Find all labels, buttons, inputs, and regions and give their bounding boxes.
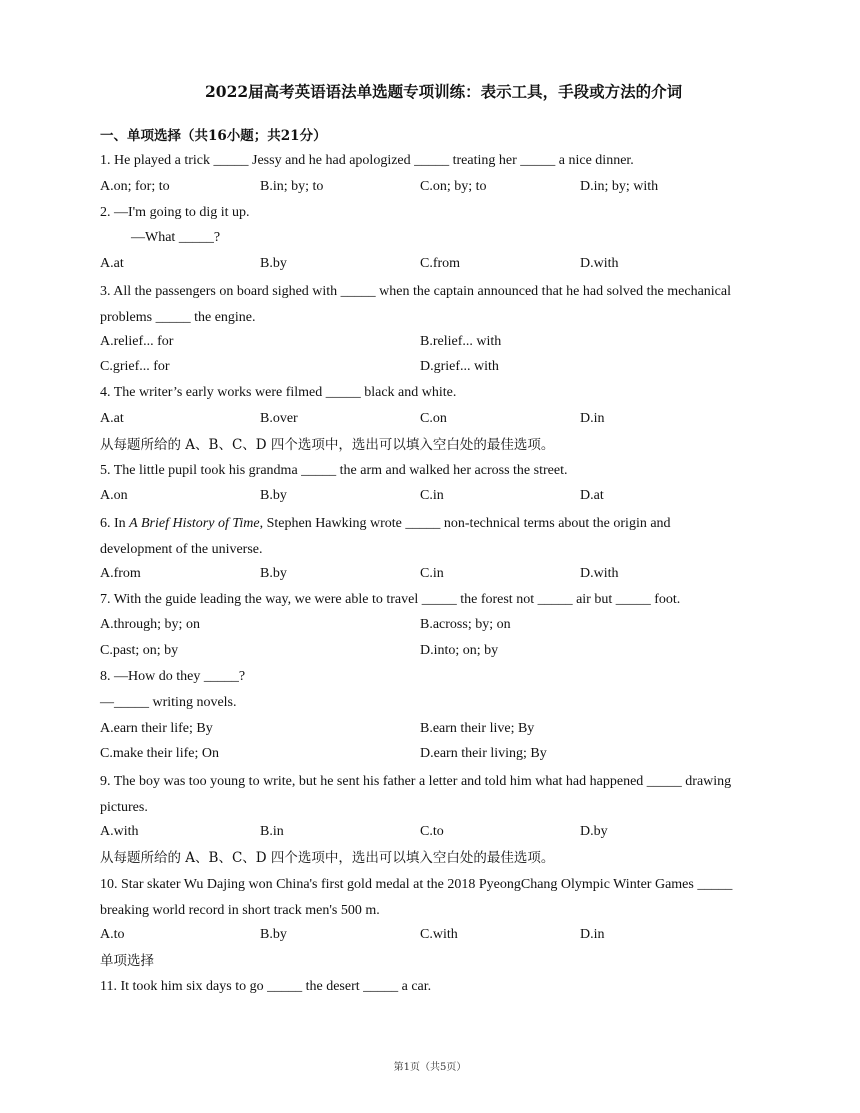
option-c: C.grief... for	[100, 359, 170, 375]
option-c: C.from	[420, 256, 461, 272]
option-d: D.in; by; with	[580, 178, 659, 194]
option-c: C.to	[420, 823, 444, 839]
section-heading: 一、单项选择（共16小题；共21分）	[100, 128, 327, 144]
option-a: A.earn their life; By	[100, 720, 213, 736]
page-title: 2022届高考英语语法单选题专项训练：表示工具，手段或方法的介词	[205, 82, 683, 101]
option-d: D.grief... with	[420, 359, 499, 375]
options-1	[100, 176, 740, 202]
question-5: 5. The little pupil took his grandma _____ the arm and walked her across the street.	[100, 462, 568, 478]
option-c: C.past; on; by	[100, 643, 179, 659]
option-c: C.on; by; to	[420, 178, 487, 194]
option-d: D.by	[580, 823, 608, 839]
question-6-rest: , Stephen Hawking wrote _____ non-technical terms about the origin and development of the universe.	[100, 516, 671, 557]
option-c: C.with	[420, 926, 458, 942]
option-b: B.by	[260, 256, 287, 272]
option-b: B.relief... with	[420, 333, 502, 349]
question-6-prefix: 6. In	[100, 516, 130, 532]
option-a: A.through; by; on	[100, 617, 200, 633]
option-b: B.over	[260, 410, 298, 426]
section-label: 单项选择	[100, 952, 154, 969]
option-a: A.at	[100, 256, 124, 272]
options-2	[100, 253, 740, 279]
options-5	[100, 485, 740, 511]
page-footer: 第1页（共5页）	[393, 1062, 467, 1073]
question-11: 11. It took him six days to go _____ the desert _____ a car.	[100, 978, 432, 994]
options-8-row1	[100, 718, 740, 744]
question-9: 9. The boy was too young to write, but he sent his father a letter and told him what had happened _____ drawing pictures.	[100, 774, 732, 815]
question-1: 1. He played a trick _____ Jessy and he had apologized _____ treating her _____ a nice dinner.	[100, 153, 634, 168]
question-10: 10. Star skater Wu Dajing won China's first gold medal at the 2018 PyeongChang Olympic Winter Games _____ breaking world record in short track men's 500 m.	[100, 877, 733, 919]
book-title: A Brief History of Time	[129, 516, 260, 532]
option-d: D.in	[580, 926, 605, 942]
option-b: B.earn their live; By	[420, 720, 535, 736]
option-b: B.by	[260, 488, 287, 504]
option-d: D.at	[580, 488, 604, 504]
question-2-reply: —What _____?	[131, 230, 221, 246]
option-b: B.by	[260, 926, 287, 942]
options-3-row2	[100, 356, 740, 382]
options-10	[100, 924, 740, 950]
option-a: A.from	[100, 565, 141, 581]
options-3-row1	[100, 331, 740, 357]
option-a: A.at	[100, 410, 124, 426]
option-a: A.on	[100, 488, 128, 504]
question-4: 4. The writer’s early works were filmed _____ black and white.	[100, 385, 457, 401]
option-d: D.in	[580, 410, 605, 426]
option-a: A.relief... for	[100, 333, 174, 349]
option-b: B.in; by; to	[260, 178, 324, 194]
options-4	[100, 408, 740, 434]
option-a: A.on; for; to	[100, 178, 170, 194]
instruction: 从每题所给的 A、B、C、D 四个选项中，选出可以填入空白处的最佳选项。	[100, 436, 555, 453]
question-8: 8. —How do they _____?	[100, 668, 246, 684]
question-2: 2. —I'm going to dig it up.	[100, 204, 250, 220]
question-7: 7. With the guide leading the way, we were able to travel _____ the forest not _____ air but _____ foot.	[100, 591, 681, 607]
option-b: B.across; by; on	[420, 617, 511, 633]
options-8-row2	[100, 743, 740, 769]
option-d: D.with	[580, 565, 619, 581]
option-c: C.in	[420, 488, 444, 504]
option-b: B.in	[260, 823, 284, 839]
question-6	[100, 511, 740, 563]
option-c: C.in	[420, 565, 444, 581]
option-d: D.into; on; by	[420, 643, 499, 659]
options-6	[100, 563, 740, 589]
question-8-reply: —_____ writing novels.	[100, 694, 237, 710]
options-7-row1	[100, 614, 740, 640]
option-d: D.earn their living; By	[420, 746, 547, 762]
option-a: A.with	[100, 823, 139, 839]
option-c: C.on	[420, 410, 447, 426]
instruction: 从每题所给的 A、B、C、D 四个选项中，选出可以填入空白处的最佳选项。	[100, 849, 555, 866]
options-9	[100, 821, 740, 847]
option-c: C.make their life; On	[100, 746, 219, 762]
option-a: A.to	[100, 926, 125, 942]
options-7-row2	[100, 640, 740, 666]
option-b: B.by	[260, 565, 287, 581]
question-list	[100, 150, 740, 1001]
question-3: 3. All the passengers on board sighed with _____ when the captain announced that he had solved the mechanical problems _____ the engine.	[100, 283, 731, 325]
option-d: D.with	[580, 256, 619, 272]
